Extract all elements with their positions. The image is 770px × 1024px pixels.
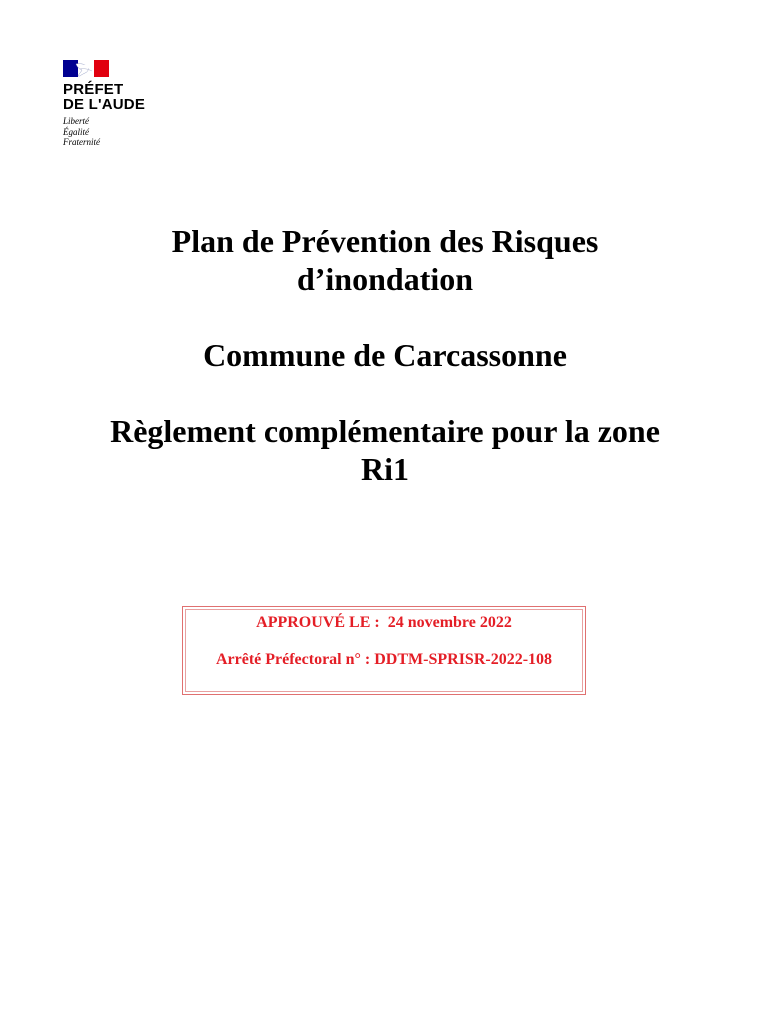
marianne-flag-icon — [63, 60, 109, 77]
reglement-title-line2: Ri1 — [361, 451, 409, 487]
prefecture-logo — [63, 60, 183, 148]
prefet-department: DE L'AUDE — [63, 96, 146, 113]
republic-motto — [63, 116, 183, 148]
approval-date: APPROUVÉ LE : 24 novembre 2022 — [256, 614, 512, 631]
prefet-title: PRÉFET — [63, 81, 124, 98]
document-title-line2: d’inondation — [296, 261, 474, 297]
motto-liberte: Liberté — [63, 116, 89, 126]
motto-fraternite: Fraternité — [63, 137, 100, 147]
arrete-prefectoral: Arrêté Préfectoral n° : DDTM-SPRISR-2022-108 — [215, 651, 553, 668]
approval-box — [182, 606, 586, 695]
motto-egalite: Égalité — [63, 126, 89, 137]
commune-title: Commune de Carcassonne — [203, 337, 567, 373]
document-titles — [0, 222, 770, 488]
document-title-line1: Plan de Prévention des Risques — [171, 223, 599, 259]
reglement-title-line1: Règlement complémentaire pour la zone — [110, 413, 660, 449]
